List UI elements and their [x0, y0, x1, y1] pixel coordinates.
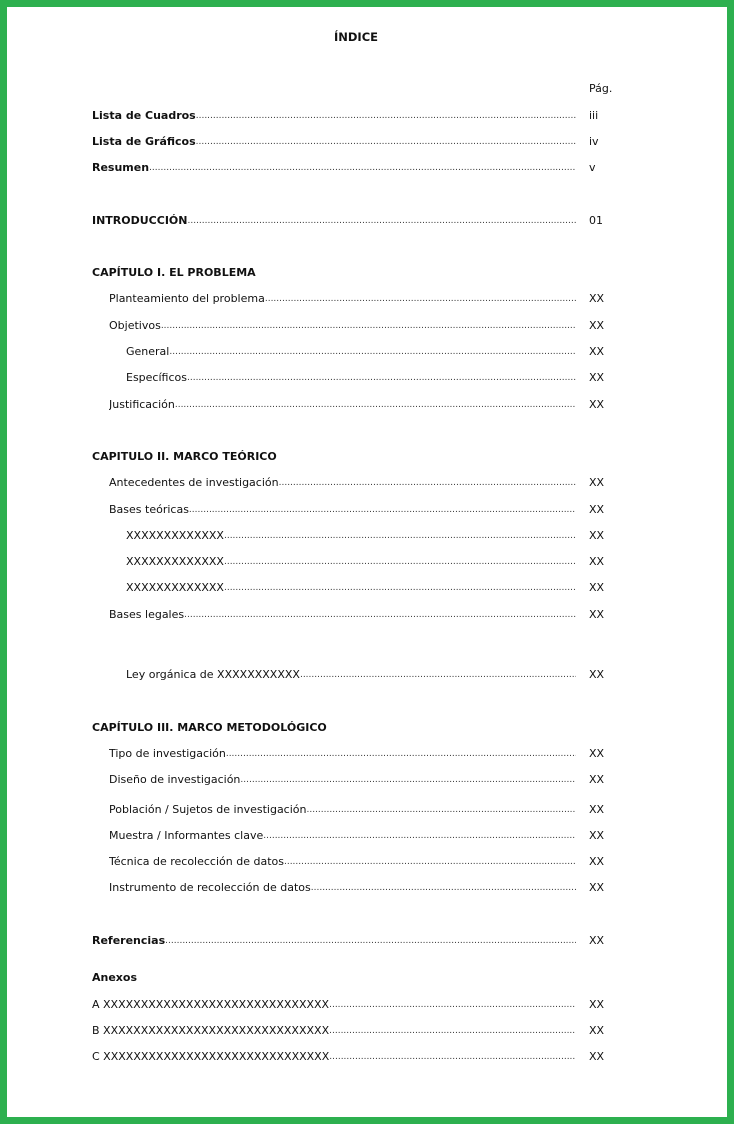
toc-page-number: XX [589, 371, 605, 384]
toc-entry-label: Planteamiento del problema [109, 292, 265, 305]
toc-entry-text [126, 344, 576, 360]
toc-entry-label: Objetivos [109, 319, 161, 332]
toc-entry [0, 1049, 734, 1065]
toc-page-number: XX [589, 555, 605, 568]
toc-page-number: 01 [589, 214, 603, 227]
toc-entry-label: Muestra / Informantes clave [109, 829, 264, 842]
toc-entry [0, 554, 734, 570]
toc-entry [0, 134, 734, 150]
dot-leader [224, 580, 576, 596]
toc-entry-label: XXXXXXXXXXXXX [126, 555, 224, 568]
toc-entry [0, 502, 734, 518]
toc-entry [0, 318, 734, 334]
toc-page-number: XX [589, 803, 605, 816]
toc-entry [0, 746, 734, 762]
toc-entry [0, 213, 734, 229]
toc-page-number: XX [589, 747, 605, 760]
toc-entry [0, 580, 734, 596]
toc-entry-text [109, 502, 576, 518]
toc-entry-label: Técnica de recolección de datos [109, 855, 284, 868]
chapter-heading: CAPITULO II. MARCO TEÓRICO [92, 450, 277, 463]
toc-page-number: iv [589, 135, 599, 148]
dot-leader [306, 802, 576, 818]
toc-page-number: XX [589, 292, 605, 305]
toc-entry [0, 160, 734, 176]
toc-entry-label: Lista de Gráficos [92, 135, 196, 148]
toc-entry-label: Bases teóricas [109, 503, 189, 516]
chapter-heading: CAPÍTULO I. EL PROBLEMA [92, 266, 256, 279]
toc-entry-label: Tipo de investigación [109, 747, 226, 760]
toc-entry [0, 854, 734, 870]
toc-entry-text [92, 1023, 576, 1039]
annex-heading: Anexos [92, 971, 138, 984]
toc-entry-text [109, 318, 576, 334]
dot-leader [329, 997, 576, 1013]
toc-entry [0, 397, 734, 413]
toc-page-number: XX [589, 503, 605, 516]
dot-leader [240, 772, 576, 788]
dot-leader [284, 854, 576, 870]
toc-entry [0, 997, 734, 1013]
toc-page-number: XX [589, 581, 605, 594]
dot-leader [300, 667, 576, 683]
dot-leader [311, 880, 576, 896]
toc-page-number: XX [589, 608, 605, 621]
toc-entry-text [109, 746, 576, 762]
toc-entry-text [92, 1049, 576, 1065]
toc-entry-text [109, 854, 576, 870]
toc-entry-text [109, 828, 576, 844]
toc-entry-label: Antecedentes de investigación [109, 476, 279, 489]
toc-entry-text [109, 607, 576, 623]
toc-entry-label: Ley orgánica de XXXXXXXXXXX [126, 668, 300, 681]
toc-page-number: XX [589, 998, 605, 1011]
page-column-header: Pág. [589, 82, 613, 95]
toc-page-number: XX [589, 319, 605, 332]
toc-entry-text [109, 802, 576, 818]
toc-entry [0, 772, 734, 788]
toc-entry-text [92, 108, 576, 124]
toc-entry-label: A XXXXXXXXXXXXXXXXXXXXXXXXXXXXXX [92, 998, 330, 1011]
dot-leader [189, 502, 576, 518]
toc-entry [0, 607, 734, 623]
dot-leader [149, 160, 576, 176]
toc-entry [0, 291, 734, 307]
toc-entry-text [92, 213, 576, 229]
toc-entry-label: General [126, 345, 170, 358]
toc-entry [0, 344, 734, 360]
toc-page-number: XX [589, 829, 605, 842]
toc-page-number: XX [589, 398, 605, 411]
toc-entry-text [109, 291, 576, 307]
dot-leader [169, 344, 576, 360]
chapter-heading: CAPÍTULO III. MARCO METODOLÓGICO [92, 721, 327, 734]
toc-page-number: XX [589, 855, 605, 868]
toc-entry [0, 528, 734, 544]
toc-entry [0, 802, 734, 818]
dot-leader [224, 528, 576, 544]
toc-entry [0, 108, 734, 124]
toc-entry-text [126, 667, 576, 683]
dot-leader [161, 318, 576, 334]
toc-page-number: XX [589, 881, 605, 894]
dot-leader [184, 607, 576, 623]
dot-leader [329, 1023, 576, 1039]
toc-entry-text [109, 475, 576, 491]
toc-page-number: XX [589, 934, 605, 947]
toc-entry-label: Justificación [109, 398, 175, 411]
toc-entry-label: XXXXXXXXXXXXX [126, 529, 224, 542]
dot-leader [279, 475, 576, 491]
dot-leader [187, 213, 576, 229]
dot-leader [226, 746, 576, 762]
toc-page-number: XX [589, 1050, 605, 1063]
toc-entry-label: Específicos [126, 371, 187, 384]
toc-entry-label: Bases legales [109, 608, 185, 621]
toc-entry-text [126, 528, 576, 544]
toc-entry [0, 880, 734, 896]
toc-page-number: v [589, 161, 596, 174]
toc-entry-text [109, 397, 576, 413]
toc-entry-label: Resumen [92, 161, 150, 174]
toc-entry-label: C XXXXXXXXXXXXXXXXXXXXXXXXXXXXXX [92, 1050, 330, 1063]
dot-leader [196, 134, 576, 150]
toc-entry-label: Instrumento de recolección de datos [109, 881, 311, 894]
toc-page-number: XX [589, 476, 605, 489]
dot-leader [263, 828, 576, 844]
toc-entry-text [126, 370, 576, 386]
toc-page-number: XX [589, 773, 605, 786]
toc-entry-text [126, 554, 576, 570]
dot-leader [224, 554, 576, 570]
dot-leader [196, 108, 576, 124]
toc-page-number: XX [589, 529, 605, 542]
toc-entry-label: Diseño de investigación [109, 773, 241, 786]
toc-entry [0, 370, 734, 386]
toc-entry-text [92, 997, 576, 1013]
toc-entry-text [126, 580, 576, 596]
toc-entry [0, 667, 734, 683]
toc-entry [0, 933, 734, 949]
toc-entry-label: Lista de Cuadros [92, 109, 196, 122]
toc-entry-label: XXXXXXXXXXXXX [126, 581, 224, 594]
dot-leader [265, 291, 576, 307]
toc-entry [0, 828, 734, 844]
toc-entry [0, 1023, 734, 1039]
toc-entry [0, 475, 734, 491]
dot-leader [329, 1049, 576, 1065]
toc-entry-label: B XXXXXXXXXXXXXXXXXXXXXXXXXXXXXX [92, 1024, 330, 1037]
toc-entry-label: Población / Sujetos de investigación [109, 803, 307, 816]
toc-entry-label: Referencias [92, 934, 166, 947]
page-title: ÍNDICE [333, 30, 379, 44]
toc-entry-label: INTRODUCCIÓN [92, 214, 188, 227]
toc-page-number: iii [589, 109, 599, 122]
toc-page-number: XX [589, 345, 605, 358]
toc-entry-text [109, 772, 576, 788]
toc-entry-text [92, 134, 576, 150]
dot-leader [187, 370, 576, 386]
toc-entry-text [92, 933, 576, 949]
toc-page-number: XX [589, 1024, 605, 1037]
toc-entry-text [109, 880, 576, 896]
toc-entry-text [92, 160, 576, 176]
dot-leader [165, 933, 576, 949]
toc-page-number: XX [589, 668, 605, 681]
dot-leader [175, 397, 576, 413]
